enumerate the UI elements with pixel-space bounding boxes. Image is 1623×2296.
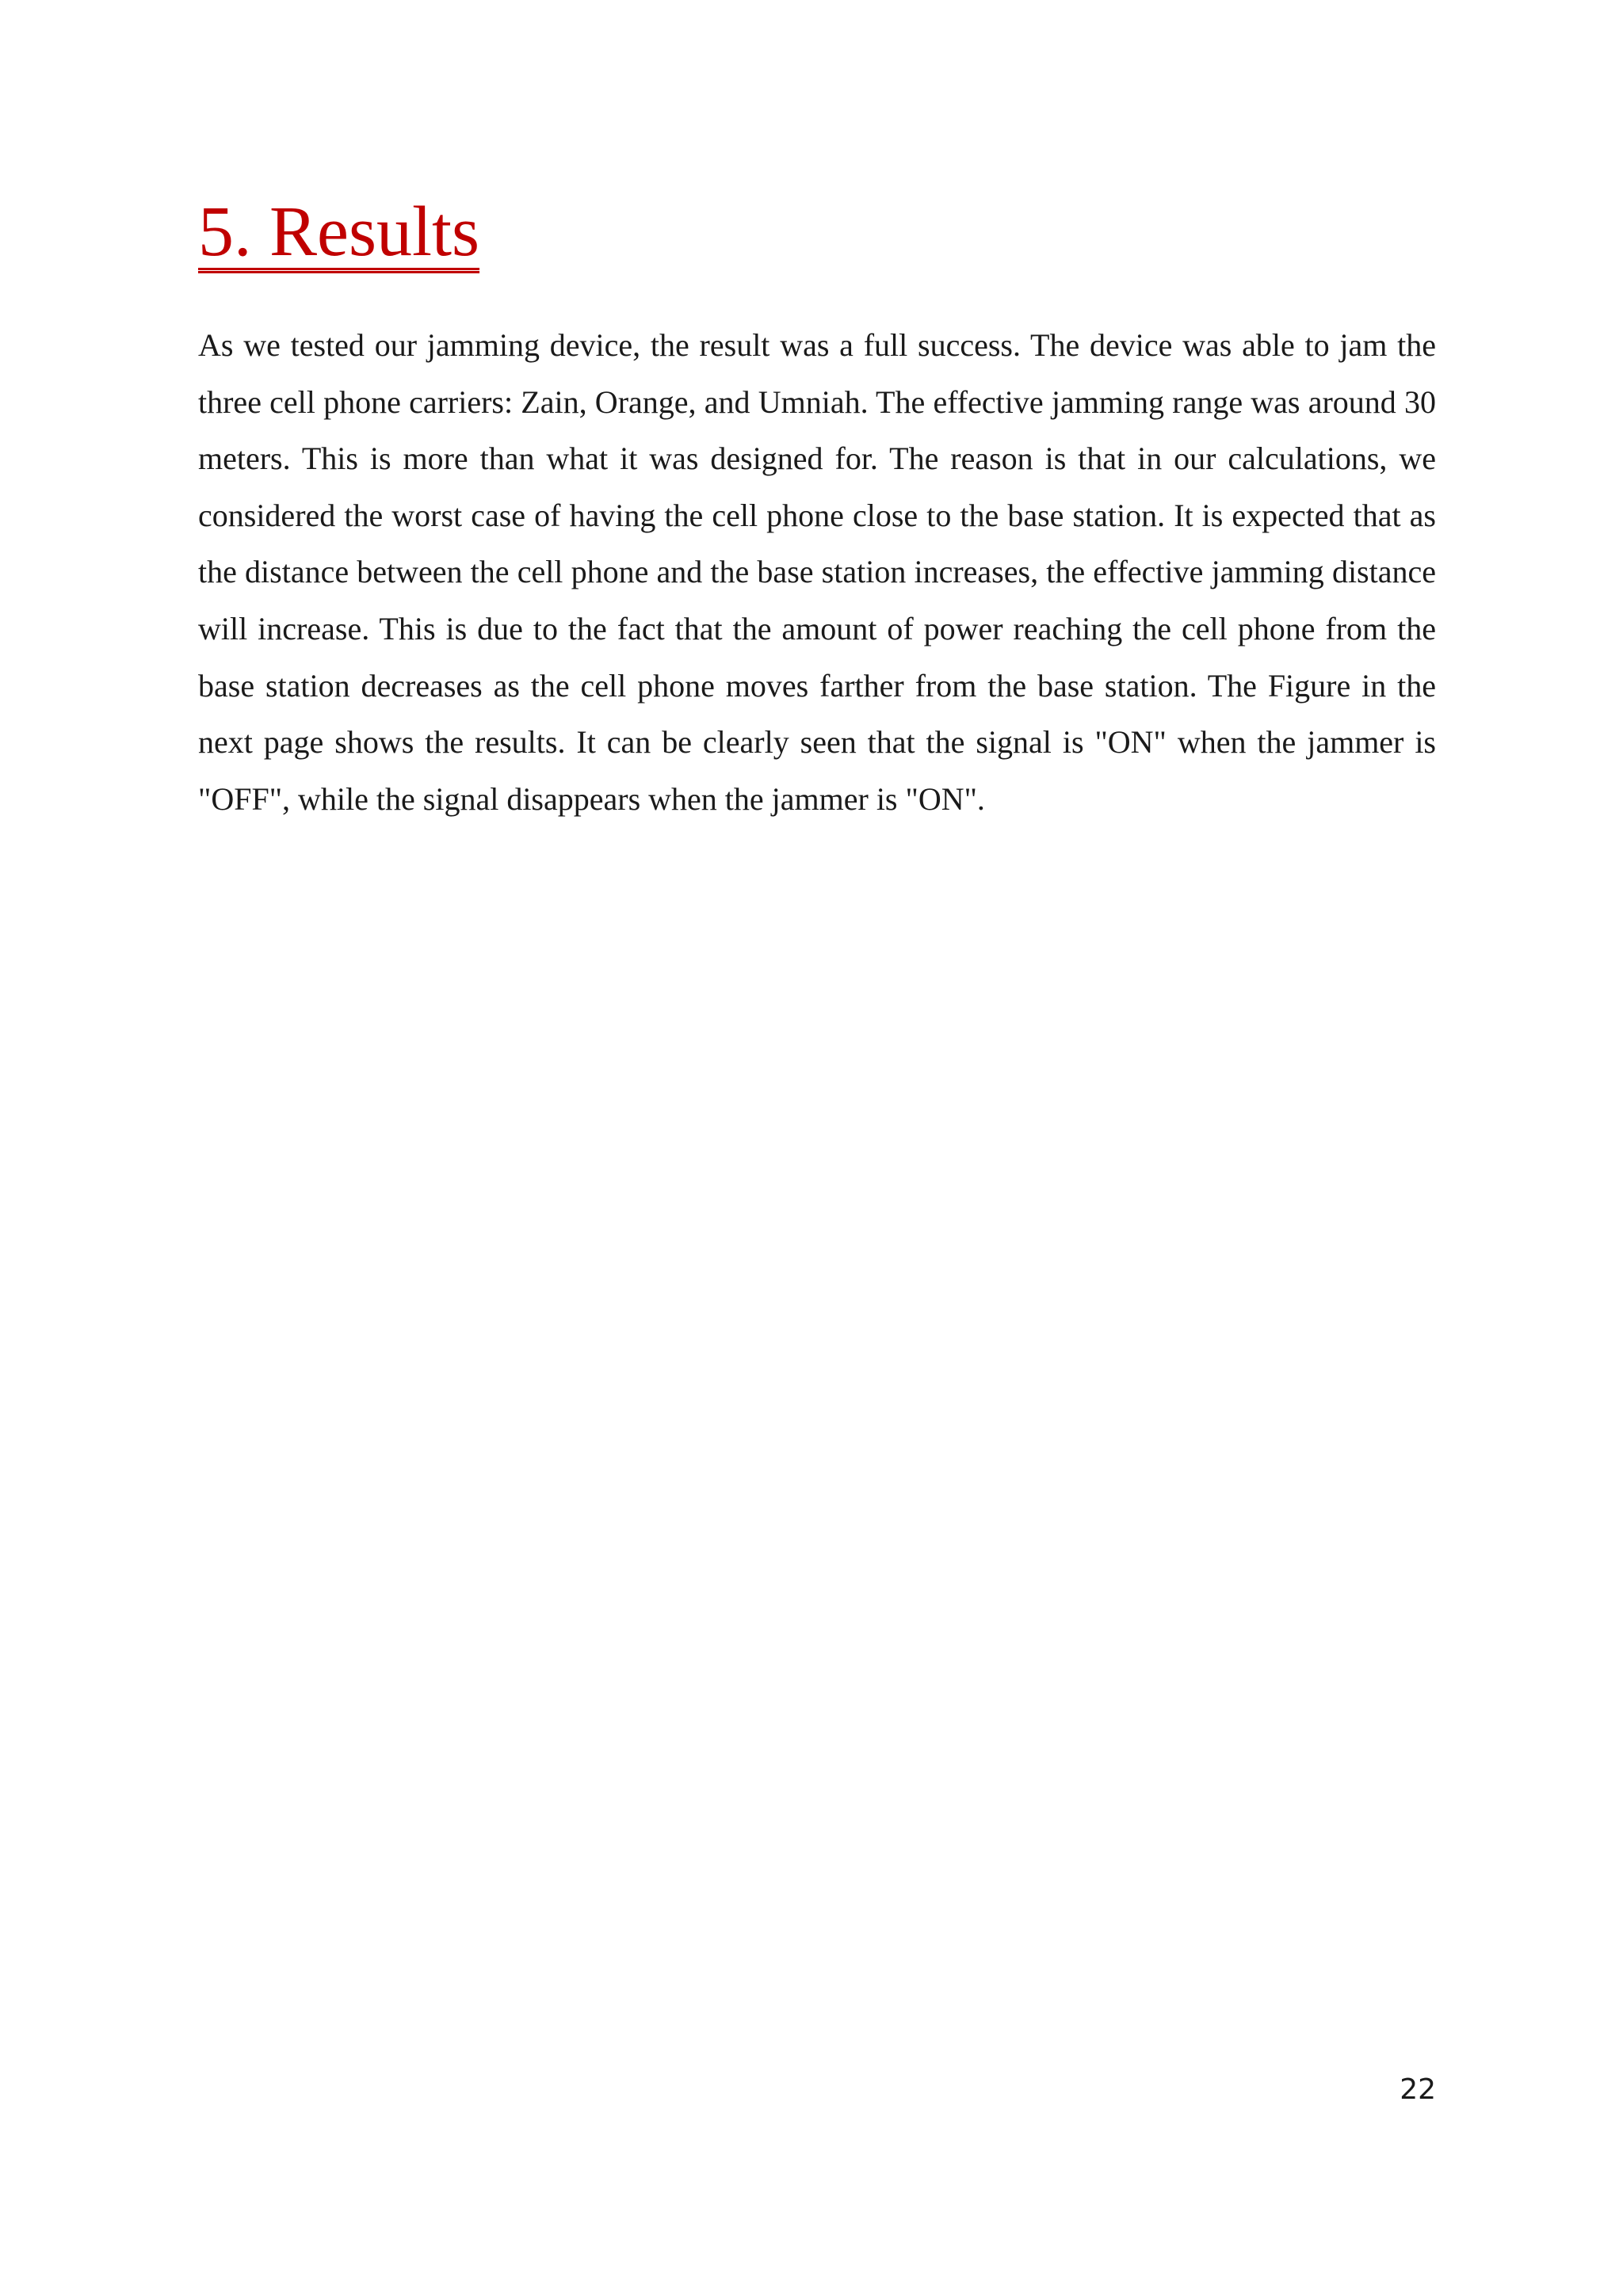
section-heading: 5. Results xyxy=(198,193,480,271)
results-paragraph: As we tested our jamming device, the result was a full success. The device was able to jam the three cell phone carriers: Zain, Orange, and Umniah. The effective jamming range was around 30 meters. This is more than what it was designed for. The reason is that in our calculations, we considered the worst case of having the cell phone close to the base station. It is expected that as the distance between the cell phone and the base station increases, the effective jamming distance will increase. This is due to the fact that the amount of power reaching the cell phone from the base station decreases as the cell phone moves farther from the base station. The Figure in the next page shows the results. It can be clearly seen that the signal is "ON" when the jammer is "OFF", while the signal disappears when the jammer is "ON". xyxy=(198,327,1436,817)
page-number: 22 xyxy=(1400,2073,1436,2106)
